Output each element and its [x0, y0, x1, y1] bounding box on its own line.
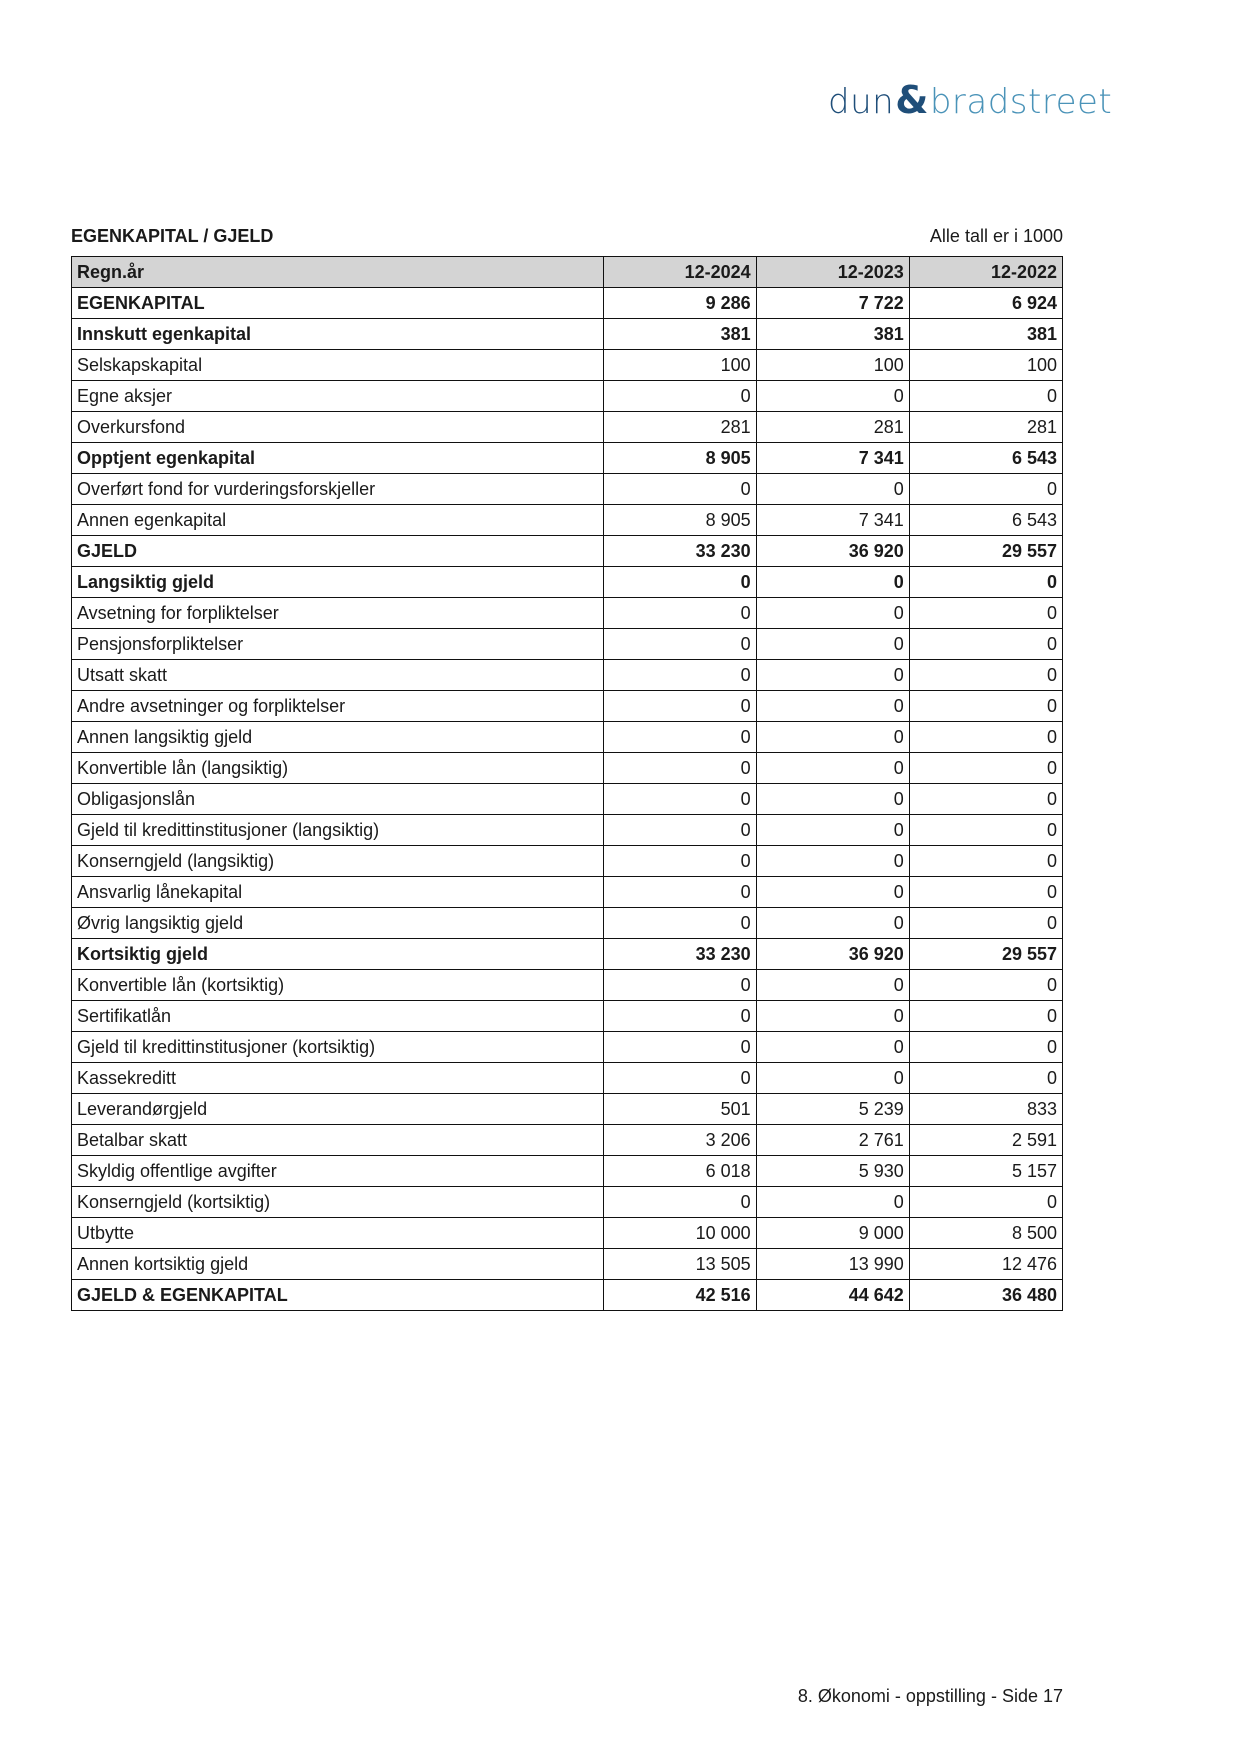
table-row: [72, 908, 1063, 939]
row-label: Ansvarlig lånekapital: [72, 877, 604, 908]
row-value: 0: [756, 691, 909, 722]
section-title: EGENKAPITAL / GJELD: [71, 226, 274, 246]
table-row: [72, 319, 1063, 350]
row-label: Øvrig langsiktig gjeld: [72, 908, 604, 939]
table-body: [72, 288, 1063, 1311]
header-year: 12-2024: [603, 257, 756, 288]
row-value: 2 591: [909, 1125, 1062, 1156]
row-value: 13 505: [603, 1249, 756, 1280]
table-row: [72, 1187, 1063, 1218]
row-value: 0: [756, 846, 909, 877]
row-label: Kortsiktig gjeld: [72, 939, 604, 970]
row-value: 0: [603, 815, 756, 846]
row-value: 281: [756, 412, 909, 443]
row-value: 0: [603, 722, 756, 753]
row-label: Sertifikatlån: [72, 1001, 604, 1032]
row-label: Betalbar skatt: [72, 1125, 604, 1156]
row-value: 7 341: [756, 505, 909, 536]
header-label: Regn.år: [72, 257, 604, 288]
row-label: Utsatt skatt: [72, 660, 604, 691]
row-label: Kassekreditt: [72, 1063, 604, 1094]
row-label: Langsiktig gjeld: [72, 567, 604, 598]
row-label: Utbytte: [72, 1218, 604, 1249]
row-label: Annen kortsiktig gjeld: [72, 1249, 604, 1280]
row-value: 381: [909, 319, 1062, 350]
row-value: 0: [603, 1187, 756, 1218]
row-value: 0: [756, 784, 909, 815]
row-value: 0: [756, 908, 909, 939]
row-value: 5 239: [756, 1094, 909, 1125]
row-value: 0: [603, 660, 756, 691]
table-row: [72, 536, 1063, 567]
table-row: [72, 1125, 1063, 1156]
row-value: 0: [603, 1032, 756, 1063]
table-row: [72, 1063, 1063, 1094]
row-value: 0: [909, 381, 1062, 412]
row-value: 0: [756, 629, 909, 660]
row-value: 5 930: [756, 1156, 909, 1187]
table-row: [72, 846, 1063, 877]
table-row: [72, 505, 1063, 536]
row-value: 0: [909, 908, 1062, 939]
table-row: [72, 1094, 1063, 1125]
row-value: 281: [909, 412, 1062, 443]
row-value: 100: [603, 350, 756, 381]
table-row: [72, 939, 1063, 970]
table-row: [72, 1156, 1063, 1187]
row-label: EGENKAPITAL: [72, 288, 604, 319]
row-value: 0: [909, 753, 1062, 784]
row-value: 0: [603, 846, 756, 877]
row-value: 8 905: [603, 443, 756, 474]
row-value: 0: [756, 660, 909, 691]
table-row: [72, 474, 1063, 505]
row-value: 0: [909, 1032, 1062, 1063]
header-year: 12-2023: [756, 257, 909, 288]
row-label: Overkursfond: [72, 412, 604, 443]
row-value: 7 722: [756, 288, 909, 319]
row-value: 33 230: [603, 939, 756, 970]
row-value: 833: [909, 1094, 1062, 1125]
row-value: 0: [756, 815, 909, 846]
row-value: 100: [909, 350, 1062, 381]
row-value: 12 476: [909, 1249, 1062, 1280]
row-value: 6 018: [603, 1156, 756, 1187]
row-label: Skyldig offentlige avgifter: [72, 1156, 604, 1187]
dun-bradstreet-logo: [828, 78, 1112, 122]
row-value: 10 000: [603, 1218, 756, 1249]
row-value: 0: [603, 877, 756, 908]
row-label: Konserngjeld (kortsiktig): [72, 1187, 604, 1218]
table-row: [72, 288, 1063, 319]
row-value: 36 920: [756, 939, 909, 970]
table-row: [72, 1218, 1063, 1249]
row-value: 0: [603, 474, 756, 505]
row-value: 0: [756, 474, 909, 505]
row-value: 281: [603, 412, 756, 443]
row-value: 5 157: [909, 1156, 1062, 1187]
row-label: Andre avsetninger og forpliktelser: [72, 691, 604, 722]
row-value: 381: [756, 319, 909, 350]
row-value: 3 206: [603, 1125, 756, 1156]
row-value: 0: [909, 660, 1062, 691]
row-label: Gjeld til kredittinstitusjoner (kortsiktig): [72, 1032, 604, 1063]
table-row: [72, 1032, 1063, 1063]
row-value: 8 500: [909, 1218, 1062, 1249]
table-row: [72, 381, 1063, 412]
row-value: 0: [756, 753, 909, 784]
row-value: 0: [603, 1063, 756, 1094]
row-value: 36 480: [909, 1280, 1062, 1311]
row-value: 0: [603, 1001, 756, 1032]
row-label: GJELD & EGENKAPITAL: [72, 1280, 604, 1311]
row-value: 0: [756, 381, 909, 412]
table-row: [72, 598, 1063, 629]
header-year: 12-2022: [909, 257, 1062, 288]
row-value: 0: [756, 567, 909, 598]
row-value: 6 543: [909, 505, 1062, 536]
row-label: Konvertible lån (kortsiktig): [72, 970, 604, 1001]
table-row: [72, 877, 1063, 908]
table-row: [72, 815, 1063, 846]
row-value: 0: [909, 567, 1062, 598]
logo-text-dun: dun: [828, 82, 895, 122]
row-value: 0: [909, 1187, 1062, 1218]
row-value: 0: [603, 567, 756, 598]
logo-ampersand-icon: &: [895, 78, 929, 122]
table-row: [72, 1001, 1063, 1032]
row-value: 2 761: [756, 1125, 909, 1156]
table-row: [72, 567, 1063, 598]
row-value: 0: [909, 1063, 1062, 1094]
row-value: 0: [603, 691, 756, 722]
row-label: Egne aksjer: [72, 381, 604, 412]
table-row: [72, 443, 1063, 474]
row-label: Opptjent egenkapital: [72, 443, 604, 474]
row-value: 0: [909, 1001, 1062, 1032]
page-footer: 8. Økonomi - oppstilling - Side 17: [797, 1686, 1063, 1706]
row-value: 0: [909, 846, 1062, 877]
row-value: 0: [909, 970, 1062, 1001]
row-label: GJELD: [72, 536, 604, 567]
row-value: 0: [909, 474, 1062, 505]
row-value: 42 516: [603, 1280, 756, 1311]
table-header-row: [72, 257, 1063, 288]
row-value: 13 990: [756, 1249, 909, 1280]
table-row: [72, 412, 1063, 443]
row-label: Innskutt egenkapital: [72, 319, 604, 350]
row-value: 0: [756, 598, 909, 629]
row-value: 36 920: [756, 536, 909, 567]
table-row: [72, 970, 1063, 1001]
row-value: 0: [603, 598, 756, 629]
row-value: 0: [756, 1032, 909, 1063]
unit-note: Alle tall er i 1000: [929, 226, 1063, 246]
row-value: 7 341: [756, 443, 909, 474]
row-label: Pensjonsforpliktelser: [72, 629, 604, 660]
row-label: Avsetning for forpliktelser: [72, 598, 604, 629]
row-label: Konserngjeld (langsiktig): [72, 846, 604, 877]
row-value: 0: [756, 970, 909, 1001]
row-value: 0: [756, 877, 909, 908]
row-value: 44 642: [756, 1280, 909, 1311]
row-label: Gjeld til kredittinstitusjoner (langsiktig): [72, 815, 604, 846]
row-value: 100: [756, 350, 909, 381]
row-value: 381: [603, 319, 756, 350]
row-value: 0: [603, 629, 756, 660]
row-value: 0: [603, 908, 756, 939]
row-value: 0: [756, 1187, 909, 1218]
row-label: Annen egenkapital: [72, 505, 604, 536]
row-value: 0: [909, 722, 1062, 753]
row-value: 29 557: [909, 939, 1062, 970]
row-value: 501: [603, 1094, 756, 1125]
row-label: Annen langsiktig gjeld: [72, 722, 604, 753]
table-row: [72, 691, 1063, 722]
table-row: [72, 1249, 1063, 1280]
row-label: Konvertible lån (langsiktig): [72, 753, 604, 784]
table-row: [72, 629, 1063, 660]
row-value: 29 557: [909, 536, 1062, 567]
table-row: [72, 1280, 1063, 1311]
row-value: 6 924: [909, 288, 1062, 319]
table-row: [72, 784, 1063, 815]
row-label: Selskapskapital: [72, 350, 604, 381]
row-value: 0: [756, 1063, 909, 1094]
row-label: Overført fond for vurderingsforskjeller: [72, 474, 604, 505]
table-row: [72, 350, 1063, 381]
table-row: [72, 660, 1063, 691]
row-value: 0: [603, 784, 756, 815]
row-value: 0: [909, 691, 1062, 722]
row-value: 0: [909, 629, 1062, 660]
row-value: 33 230: [603, 536, 756, 567]
row-value: 8 905: [603, 505, 756, 536]
row-label: Leverandørgjeld: [72, 1094, 604, 1125]
row-value: 0: [603, 753, 756, 784]
table-row: [72, 753, 1063, 784]
row-value: 0: [909, 784, 1062, 815]
row-value: 0: [603, 381, 756, 412]
row-value: 6 543: [909, 443, 1062, 474]
row-value: 9 000: [756, 1218, 909, 1249]
row-label: Obligasjonslån: [72, 784, 604, 815]
row-value: 0: [909, 598, 1062, 629]
row-value: 9 286: [603, 288, 756, 319]
row-value: 0: [756, 1001, 909, 1032]
row-value: 0: [756, 722, 909, 753]
row-value: 0: [909, 877, 1062, 908]
table-row: [72, 722, 1063, 753]
logo-text-bradstreet: bradstreet: [929, 82, 1113, 122]
row-value: 0: [603, 970, 756, 1001]
balance-sheet-table: [71, 256, 1063, 1311]
row-value: 0: [909, 815, 1062, 846]
